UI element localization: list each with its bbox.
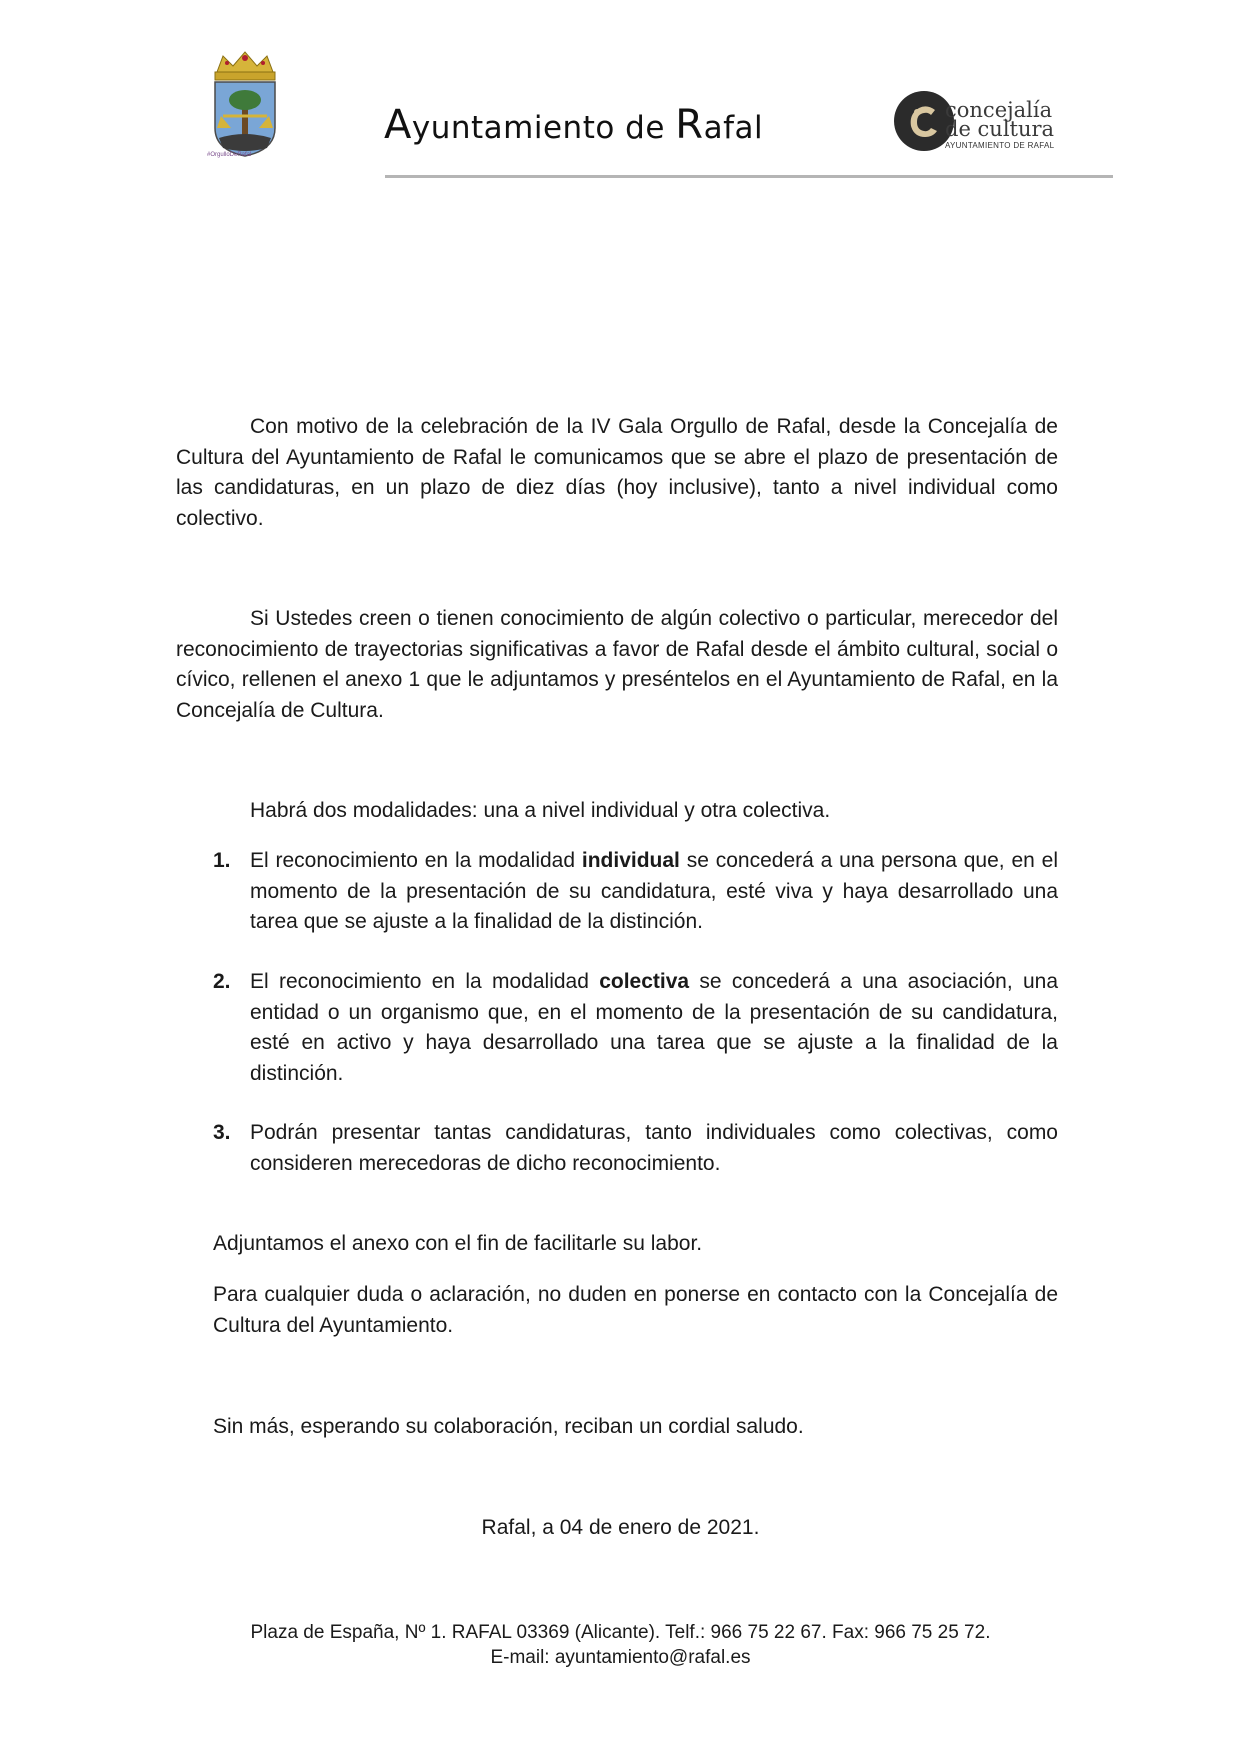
list-item-text [250,967,1058,1089]
list-item-number: 2. [213,970,231,993]
letter-date: Rafal, a 04 de enero de 2021. [481,1516,760,1539]
list-item-number: 1. [213,849,231,872]
paragraph-1: Con motivo de la celebración de la IV Gala Orgullo de Rafal, desde la Concejalía de Cultura del Ayuntamiento de Rafal le comunicamos que se abre el plazo de presentación de las candidaturas, en un plazo de diez días (hoy inclusive), tanto a nivel individual como colectivo. [176,415,1058,530]
culture-line-1: concejalía [945,98,1053,122]
list-item-text-post: se concederá a una asociación, una entidad o un organismo que, en el momento de la presentación de su candidatura, esté en activo y haya desarrollado una tarea que se ajuste a la finalidad de la distinción. [250,970,1059,1085]
list-item [213,846,1058,938]
crest-caption: #OrgulloDeRafal [207,152,252,158]
title-initial-a: A [384,102,412,148]
closing-paragraph-3: Sin más, esperando su colaboración, reciban un cordial saludo. [213,1415,804,1438]
paragraph-2: Si Ustedes creen o tienen conocimiento de algún colectivo o particular, merecedor del reconocimiento de trayectorias significativas a favor de Rafal desde el ámbito cultural, social o cívico, rellenen el anexo 1 que le adjuntamos y preséntelos en el Ayuntamiento de Rafal, en la Concejalía de Cultura. [176,607,1058,722]
list-item [213,967,1058,1089]
list-item-text: Podrán presentar tantas candidaturas, tanto individuales como colectivas, como consideren merecedoras de dicho reconocimiento. [250,1121,1058,1175]
footer [0,1620,1241,1670]
list-item [213,1118,1058,1179]
title-part-2: afal [703,110,764,146]
culture-line-3: AYUNTAMIENTO DE RAFAL [945,141,1055,150]
footer-email: E-mail: ayuntamiento@rafal.es [490,1647,751,1668]
closing-paragraph-2: Para cualquier duda o aclaración, no duden en ponerse en contacto con la Concejalía de Cultura del Ayuntamiento. [213,1283,1058,1337]
list-item-text-pre: El reconocimiento en la modalidad [250,970,600,993]
paragraph-3: Habrá dos modalidades: una a nivel individual y otra colectiva. [250,799,831,822]
list-item-text-bold: individual [581,849,680,872]
list-item-text-pre: El reconocimiento en la modalidad [250,849,582,872]
list-item-number: 3. [213,1121,231,1144]
list-item-text-post: se concederá a una persona que, en el momento de la presentación de su candidatura, esté viva y haya desarrollado una tarea que se ajuste a la finalidad de la distinción. [250,849,1059,933]
footer-address: Plaza de España, Nº 1. RAFAL 03369 (Alicante). Telf.: 966 75 22 67. Fax: 966 75 25 72. [250,1622,991,1643]
title-part-1: yuntamiento de [411,110,676,146]
closing-paragraph-1: Adjuntamos el anexo con el fin de facilitarle su labor. [213,1232,703,1255]
list-item-text-bold: colectiva [599,970,690,993]
title-initial-r: R [675,102,704,148]
list-item-text [250,846,1058,938]
culture-line-2: de cultura [945,117,1055,141]
